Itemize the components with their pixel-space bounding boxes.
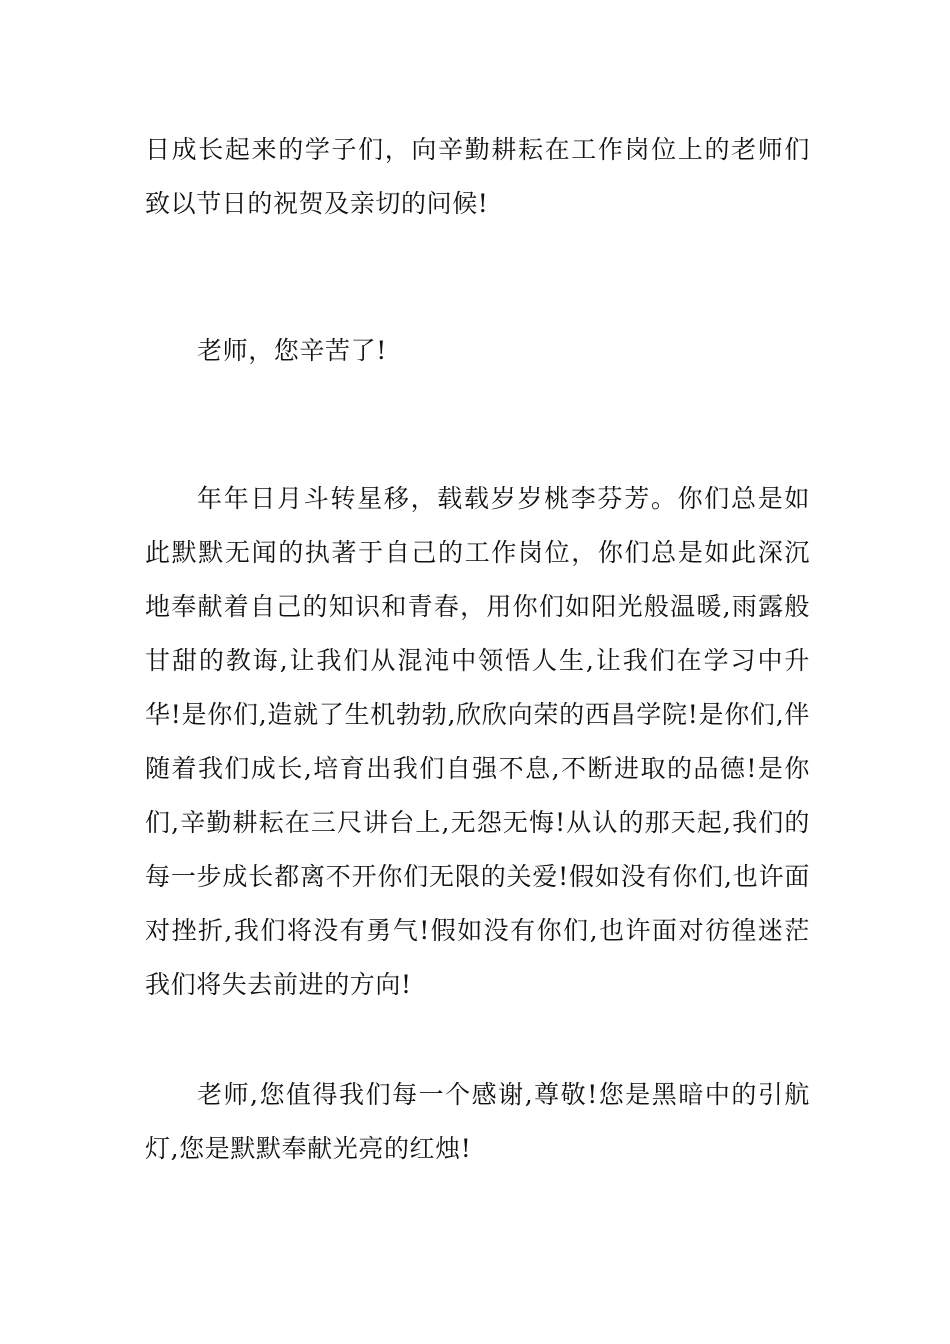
paragraph-thanks-teacher: 老师，您辛苦了! [197, 336, 387, 365]
paragraph-main-tribute: 年年日月斗转星移，载载岁岁桃李芬芳。你们总是如此默默无闻的执著于自己的工作岗位，你们总是如此深沉地奉献着自己的知识和青春，用你们如阳光般温暖,雨露般甘甜的教诲,让我们从混沌中领悟人生,让我们在学习中升华!是你们,造就了生机勃勃,欣欣向荣的西昌学院!是你们,伴随着我们成长,培育出我们自强不息,不断进取的品德!是你们,辛勤耕耘在三尺讲台上,无怨无悔!从认的那天起,我们的每一步成长都离不开你们无限的关爱!假如没有你们,也许面对挫折,我们将没有勇气!假如没有你们,也许面对彷徨迷茫我们将失去前进的方向! [145, 484, 810, 999]
paragraph-greeting-continuation: 日成长起来的学子们，向辛勤耕耘在工作岗位上的老师们致以节日的祝贺及亲切的问候! [145, 135, 810, 218]
paragraph-closing-tribute: 老师,您值得我们每一个感谢,尊敬!您是黑暗中的引航灯,您是默默奉献光亮的红烛! [145, 1080, 810, 1163]
